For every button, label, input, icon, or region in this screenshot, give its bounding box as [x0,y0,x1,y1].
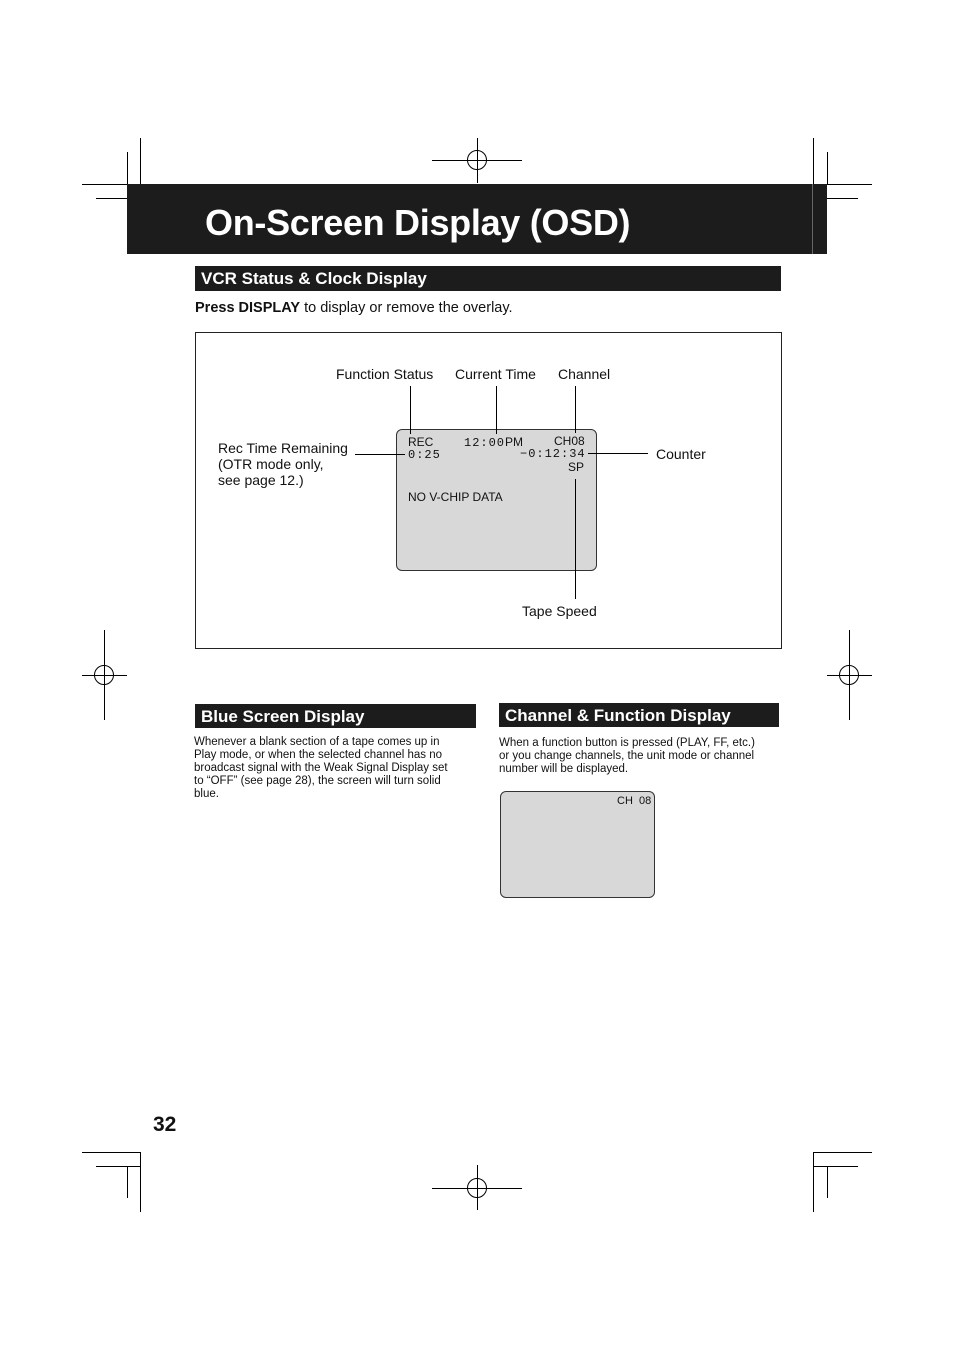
rec-time-remaining-label [218,440,348,488]
display-instruction-bold: Press DISPLAY [195,300,301,316]
osd-time-value: 12:00 [464,436,506,450]
rec-time-label-line: see page 12.) [218,472,304,488]
channel-function-text-line: or you change channels, the unit mode or channel [499,750,755,762]
osd-vchip-text: NO V-CHIP DATA [408,490,503,504]
channel-function-section-header [499,703,779,727]
blue-screen-text-line: to “OFF” (see page 28), the screen will turn solid [194,775,441,787]
blue-screen-text-line: broadcast signal with the Weak Signal Display set [194,762,448,774]
blue-screen-section-header [195,704,476,728]
channel-function-heading: Channel & Function Display [505,706,731,725]
vcr-status-section-header [195,266,781,291]
blue-screen-description [194,736,479,801]
blue-screen-text-line: Play mode, or when the selected channel has no [194,749,443,761]
title-banner [127,184,827,254]
rec-time-label-line: Rec Time Remaining [218,440,348,456]
osd-channel-text: CH08 [554,434,585,448]
tape-speed-label: Tape Speed [522,603,597,619]
osd-rec-remaining-text: 0:25 [408,448,441,462]
function-status-label: Function Status [336,366,434,382]
channel-function-text-line: When a function button is pressed (PLAY, FF, etc.) [499,737,755,749]
display-instruction [195,300,513,316]
channel-label: Channel [558,366,611,382]
osd-time [464,435,523,450]
blue-screen-text-line: Whenever a blank section of a tape comes up in [194,736,440,748]
channel-screen-text: CH 08 [617,795,652,807]
blue-screen-heading: Blue Screen Display [201,707,365,726]
page-number: 32 [153,1113,177,1136]
display-instruction-text: to display or remove the overlay. [300,300,513,316]
vcr-status-heading: VCR Status & Clock Display [201,269,427,288]
channel-function-text-line: number will be displayed. [499,763,629,775]
osd-speed-text: SP [568,460,585,474]
page-title: On-Screen Display (OSD) [205,202,631,243]
current-time-label: Current Time [455,366,536,382]
channel-tv-screen [500,791,655,898]
channel-function-description [499,737,784,776]
osd-mode-text: REC [408,435,434,449]
blue-screen-text-line: blue. [194,788,219,800]
counter-label: Counter [656,446,706,462]
rec-time-label-line: (OTR mode only, [218,456,324,472]
osd-counter-text: −0:12:34 [520,447,586,461]
osd-time-suffix: PM [505,435,524,449]
